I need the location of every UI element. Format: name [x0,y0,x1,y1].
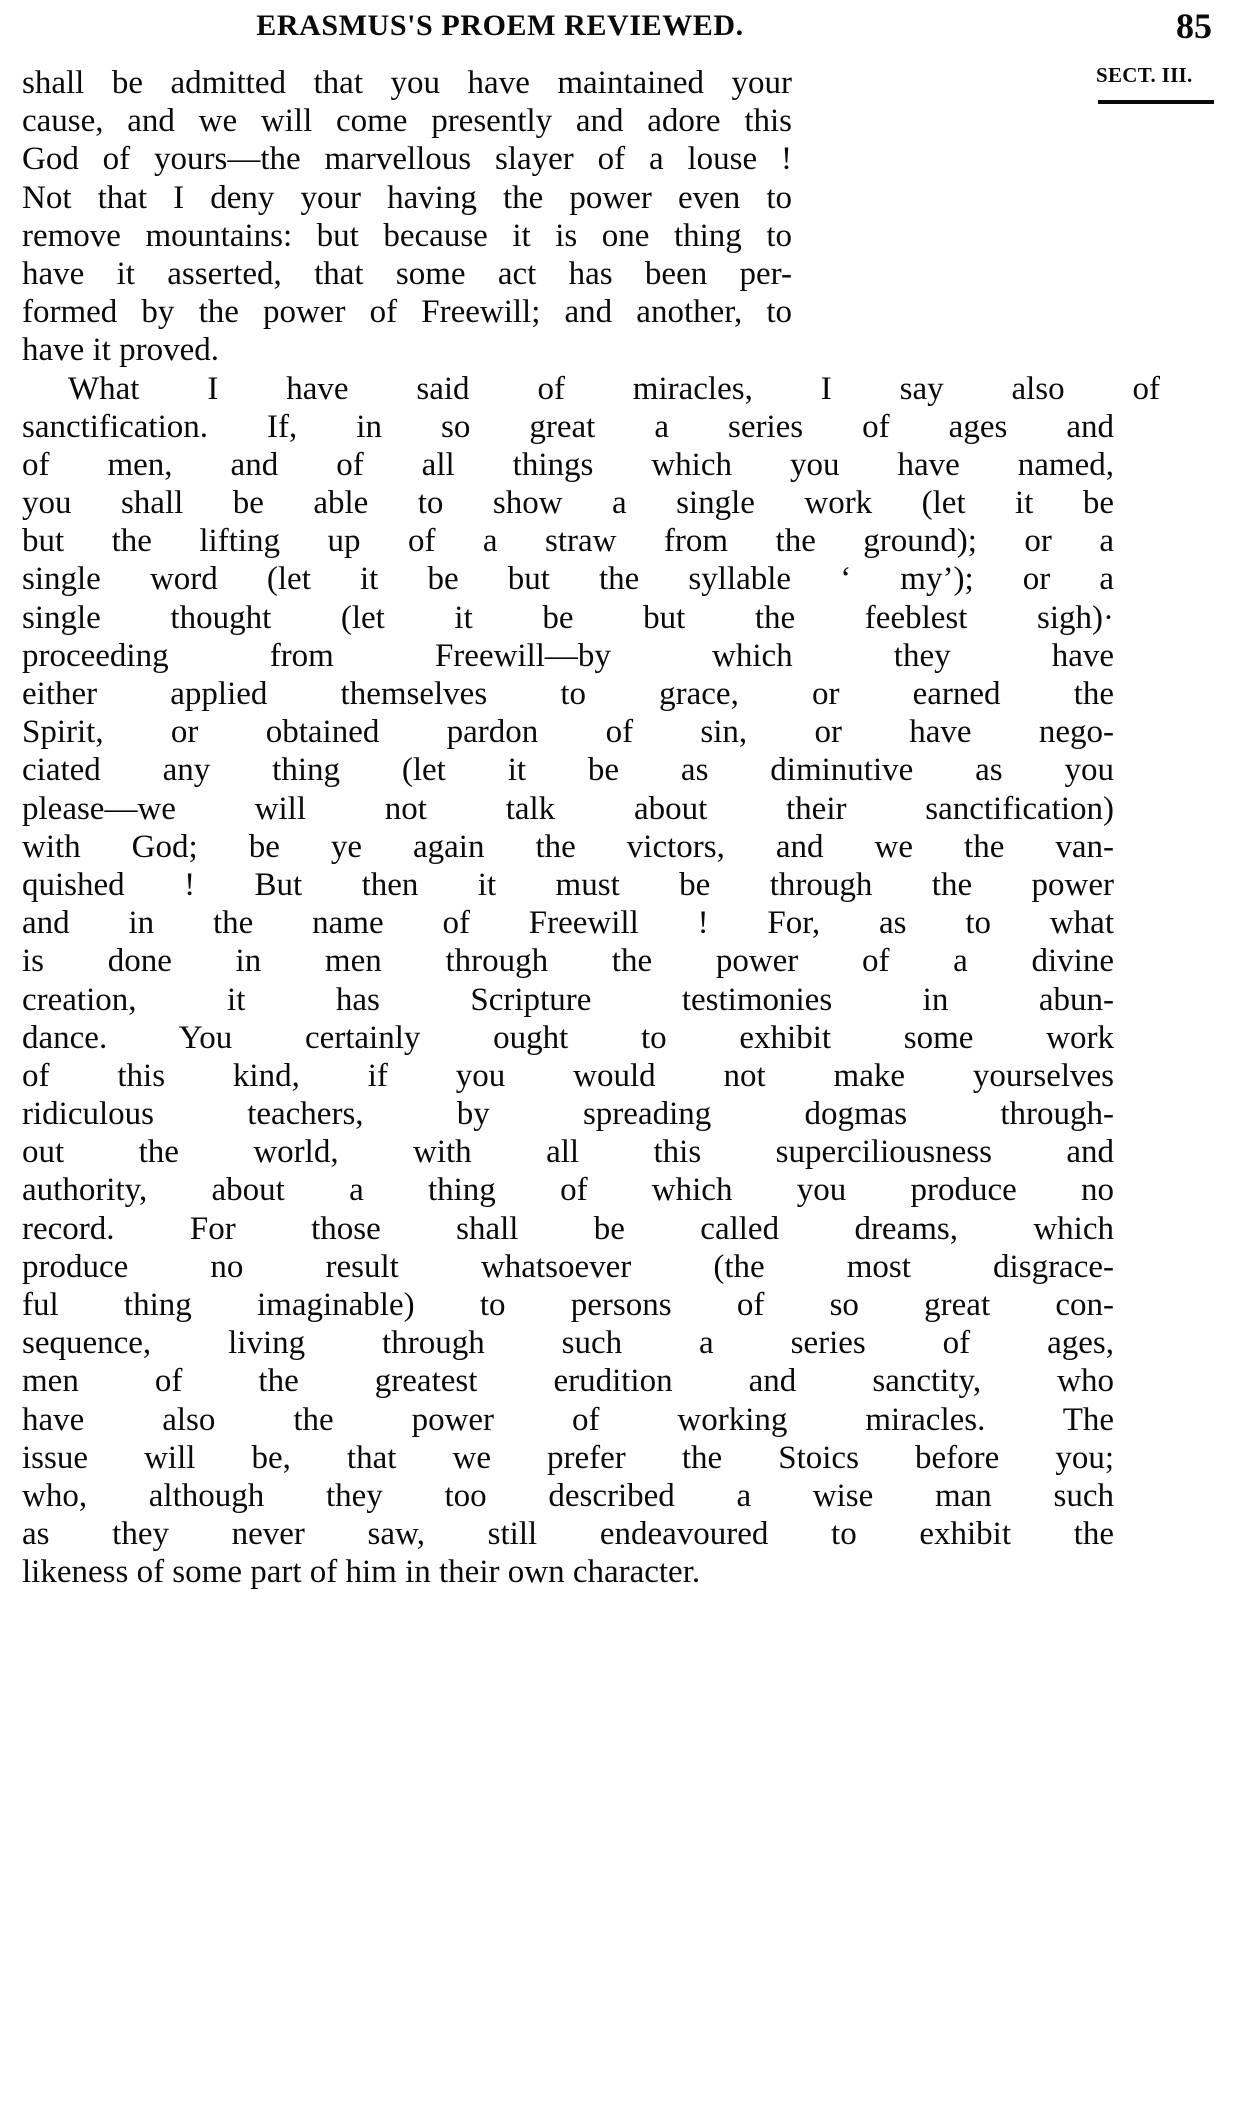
body-line [22,1324,1114,1362]
body-line-text: as they never saw, still endeavoured to exhibit the [22,1516,1114,1553]
body-line-text: record. For those shall be called dreams, which [22,1210,1114,1247]
page-number: 85 [1176,6,1212,46]
body-line-text: likeness of some part of him in their own character. [22,1554,701,1591]
body-line-text: of men, and of all things which you have named, [22,446,1114,483]
body-line [22,64,792,102]
body-line-text: What I have said of miracles, I say also of [68,370,1160,407]
body-line [22,484,1114,522]
body-line [22,1095,1114,1133]
body-line-text: sequence, living through such a series of ages, [22,1325,1114,1362]
body-line-text: but the lifting up of a straw from the ground); or a [22,523,1114,560]
body-line [22,522,1114,560]
body-line-text: who, although they too described a wise man such [22,1477,1114,1514]
body-line [22,1248,1114,1286]
body-line [22,599,1114,637]
body-line [22,675,1114,713]
body-line-text: produce no result whatsoever (the most disgrace- [22,1248,1114,1285]
body-line-text: of this kind, if you would not make yourselves [22,1057,1114,1094]
body-line [22,1401,1114,1439]
body-line [22,1171,1114,1209]
body-line [22,255,792,293]
body-line-text: creation, it has Scripture testimonies in abun- [22,981,1114,1018]
body-line-text: is done in men through the power of a divine [22,943,1114,980]
body-line [22,370,1160,408]
body-line [22,1286,1114,1324]
body-line-text: please—we will not talk about their sanctification) [22,790,1114,827]
body-line-text: proceeding from Freewill—by which they have [22,637,1114,674]
body-line [22,1515,1114,1553]
body-line [22,1133,1114,1171]
body-line [22,140,792,178]
body-line [22,217,792,255]
running-head-title: ERASMUS'S PROEM REVIEWED. [256,9,744,42]
body-line [22,713,1114,751]
body-line [22,446,1114,484]
body-line [22,942,1114,980]
body-line-text: with God; be ye again the victors, and we the van- [22,828,1114,865]
body-line-text: God of yours—the marvellous slayer of a louse ! [22,141,792,178]
body-line [22,904,1114,942]
body-line-text: authority, about a thing of which you produce no [22,1172,1114,1209]
running-head [0,6,1236,50]
body-line [22,1477,1114,1515]
body-line-text: and in the name of Freewill ! For, as to what [22,905,1114,942]
body-line [22,828,1114,866]
margin-section-note [1096,62,1228,104]
section-note-rule [1098,100,1214,104]
body-line [22,1553,1114,1591]
body-line-text: quished ! But then it must be through the power [22,866,1114,903]
body-line [22,790,1114,828]
body-line-text: single word (let it be but the syllable ‘ my’); or a [22,561,1114,598]
body-line [22,637,1114,675]
body-line [22,866,1114,904]
body-line [22,1019,1114,1057]
body-line-text: have it proved. [22,332,220,369]
section-note-label: SECT. III. [1096,63,1193,87]
body-line [22,981,1114,1019]
body-line-text: out the world, with all this superciliousness and [22,1134,1114,1171]
body-line-text: ful thing imaginable) to persons of so great con- [22,1287,1114,1323]
body-line-text: you shall be able to show a single work (let it be [22,485,1114,522]
body-line-text: ridiculous teachers, by spreading dogmas through- [22,1096,1114,1133]
body-line [22,1057,1114,1095]
body-line [22,331,792,369]
body-line [22,408,1114,446]
body-line-text: Not that I deny your having the power even to [22,179,792,216]
body-line-text: either applied themselves to grace, or earned the [22,676,1114,712]
body-line [22,102,792,140]
body-line-text: ciated any thing (let it be as diminutive as you [22,752,1114,789]
body-line-text: cause, and we will come presently and adore this [22,103,792,140]
body-line [22,1362,1114,1400]
body-line-text: shall be admitted that you have maintained your [22,65,792,101]
body-line-text: have also the power of working miracles. The [22,1401,1114,1438]
body-line [22,560,1114,598]
body-line-text: remove mountains: but because it is one thing to [22,217,792,254]
body-line-text: single thought (let it be but the feeblest sigh)· [22,599,1114,636]
body-line [22,1439,1114,1477]
body-line [22,293,792,331]
body-line [22,179,792,217]
body-line [22,1210,1114,1248]
body-line-text: Spirit, or obtained pardon of sin, or have nego- [22,714,1114,751]
body-line-text: sanctification. If, in so great a series of ages and [22,408,1114,445]
body-line [22,751,1114,789]
body-line-text: dance. You certainly ought to exhibit some work [22,1019,1114,1056]
body-line-text: formed by the power of Freewill; and another, to [22,294,792,331]
body-line-text: issue will be, that we prefer the Stoics before you; [22,1439,1114,1476]
body-line-text: men of the greatest erudition and sanctity, who [22,1363,1114,1400]
body-line-text: have it asserted, that some act has been per- [22,255,792,292]
